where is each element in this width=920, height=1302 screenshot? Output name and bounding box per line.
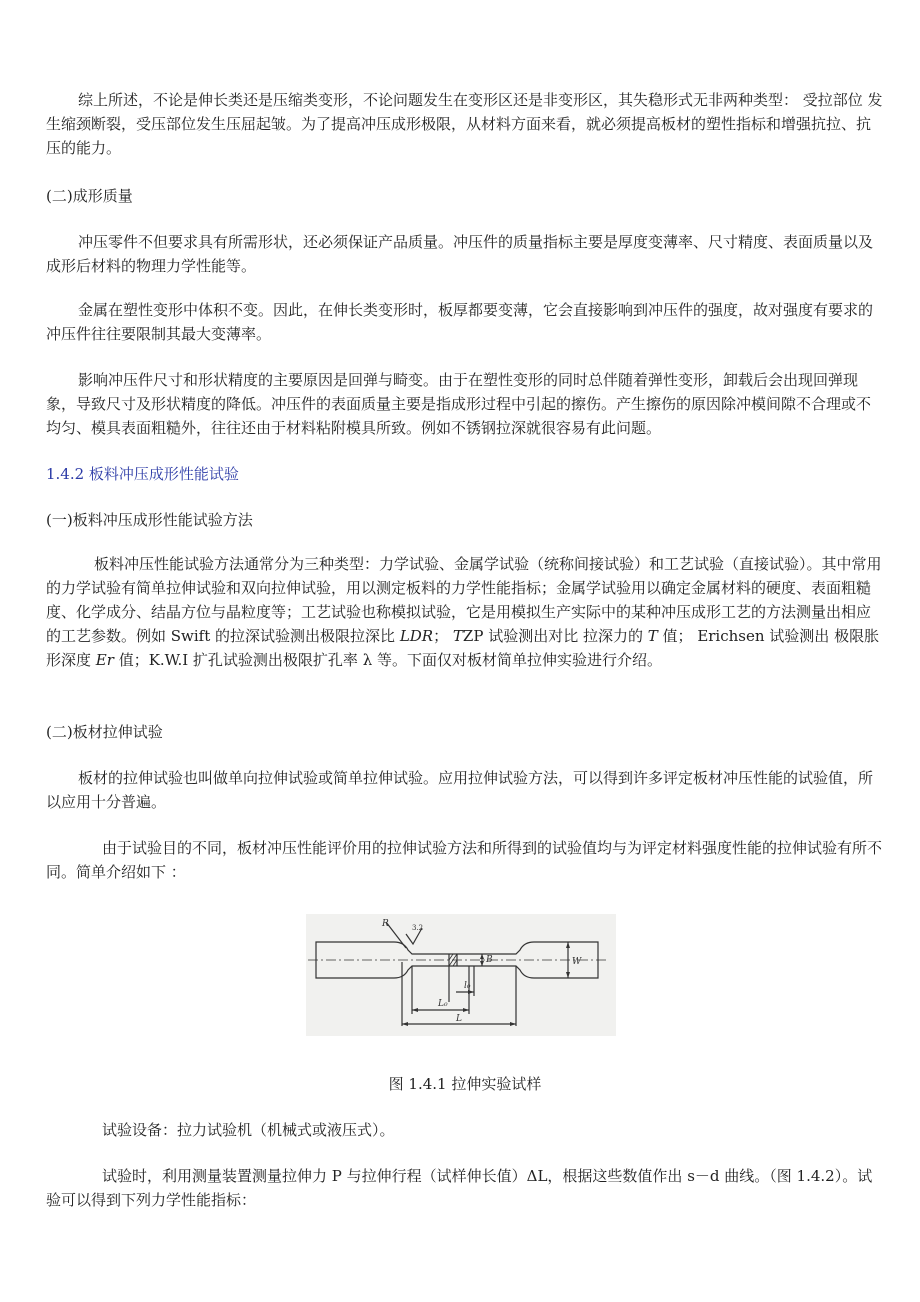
paragraph-test-procedure: 试验时，利用测量装置测量拉伸力 P 与拉伸行程（试样伸长值）ΔL，根据这些数值作出 s－d 曲线。（图 1.4.2）。试验可以得到下列力学性能指标： bbox=[46, 1167, 873, 1209]
paragraph-test-types-part-e: 值；K.W.I 扩孔试验测出极限扩孔率 λ 等。下面仅对板材简单拉伸实验进行介绍。 bbox=[118, 651, 662, 669]
label-radius: R bbox=[382, 919, 389, 929]
label-gauge-width: B bbox=[486, 955, 493, 965]
figure-caption: 图 1.4.1 拉伸实验试样 bbox=[388, 1075, 542, 1093]
paragraph-test-types bbox=[46, 552, 884, 672]
paragraph-test-types-part-b: ； bbox=[433, 627, 449, 645]
tensile-specimen-drawing bbox=[306, 914, 616, 1036]
paragraph-tensile-purpose: 由于试验目的不同，板材冲压性能评价用的拉伸试验方法和所得到的试验值均与为评定材料强度性能的拉伸试验有所不同。简单介绍如下 ： bbox=[46, 839, 883, 881]
t-symbol-1: T bbox=[452, 627, 463, 645]
paragraph-volume-constancy: 金属在塑性变形中体积不变。因此，在伸长类变形时，板厚都要变薄，它会直接影响到冲压件的强度，故对强度有要求的冲压件往往要限制其最大变薄率。 bbox=[46, 301, 874, 343]
paragraph-test-types-part-a: 板料冲压性能试验方法通常分为三种类型：力学试验、金属学试验（统称间接试验）和工艺试验（直接试验）。其中常用的力学试验有简单拉伸试验和双向拉伸试验，用以测定板料的力学性能指标；金属学试验用以确定金属材料的硬度、表面粗糙度、化学成分、结晶方位与晶粒度等；工艺试验也称模拟试验，它是用模拟生产实际中的某种冲压成形工艺的方法测量出相应的工艺参数。例如 Swift 的拉深试验测出极限拉深比 bbox=[46, 555, 882, 645]
label-grip-width: W bbox=[572, 957, 582, 967]
er-symbol: Er bbox=[95, 651, 114, 669]
section-heading-1-4-2: 1.4.2 板料冲压成形性能试验 bbox=[46, 465, 239, 483]
heading-forming-quality: (二)成形质量 bbox=[46, 187, 133, 205]
paragraph-quality-indicators: 冲压零件不但要求具有所需形状，还必须保证产品质量。冲压件的质量指标主要是厚度变薄率、尺寸精度、表面质量以及成形后材料的物理力学性能等。 bbox=[46, 233, 874, 275]
label-roughness: 3.2 bbox=[412, 924, 424, 932]
paragraph-tensile-intro: 板材的拉伸试验也叫做单向拉伸试验或简单拉伸试验。应用拉伸试验方法，可以得到许多评定板材冲压性能的试验值，所以应用十分普遍。 bbox=[46, 769, 874, 811]
paragraph-test-equipment: 试验设备：拉力试验机（机械式或液压式）。 bbox=[102, 1121, 395, 1139]
ldr-symbol: LDR bbox=[399, 627, 434, 645]
paragraph-springback: 影响冲压件尺寸和形状精度的主要原因是回弹与畸变。由于在塑性变形的同时总伴随着弹性变形，卸载后会出现回弹现象，导致尺寸及形状精度的降低。冲压件的表面质量主要是指成形过程中引起的擦伤。产生擦伤的原因除冲模间隙不合理或不均匀、模具表面粗糙外，往往还由于材料粘附模具所致。例如不锈钢拉深就很容易有此问题。 bbox=[46, 371, 872, 437]
label-gauge-length: L₀ bbox=[438, 999, 448, 1009]
heading-tensile-test: (二)板材拉伸试验 bbox=[46, 723, 163, 741]
t-symbol-2: T bbox=[647, 627, 658, 645]
label-parallel-length: l₀ bbox=[464, 981, 471, 991]
paragraph-test-types-part-c: ZP 试验测出对比 拉深力的 bbox=[462, 627, 643, 645]
heading-test-methods: (一)板料冲压成形性能试验方法 bbox=[46, 511, 253, 529]
label-total-length: L bbox=[456, 1014, 462, 1024]
paragraph-test-types-part-d: 值； Erichsen 试验测出 极限胀形深度 bbox=[46, 627, 880, 669]
paragraph-instability-summary: 综上所述，不论是伸长类还是压缩类变形，不论问题发生在变形区还是非变形区，其失稳形式无非两种类型： 受拉部位 发生缩颈断裂，受压部位发生压屈起皱。为了提高冲压成形极限，从材料方面来看，就必须提高板材的塑性指标和增强抗拉、抗压的能力。 bbox=[46, 91, 883, 157]
tensile-specimen-figure bbox=[306, 914, 616, 1036]
